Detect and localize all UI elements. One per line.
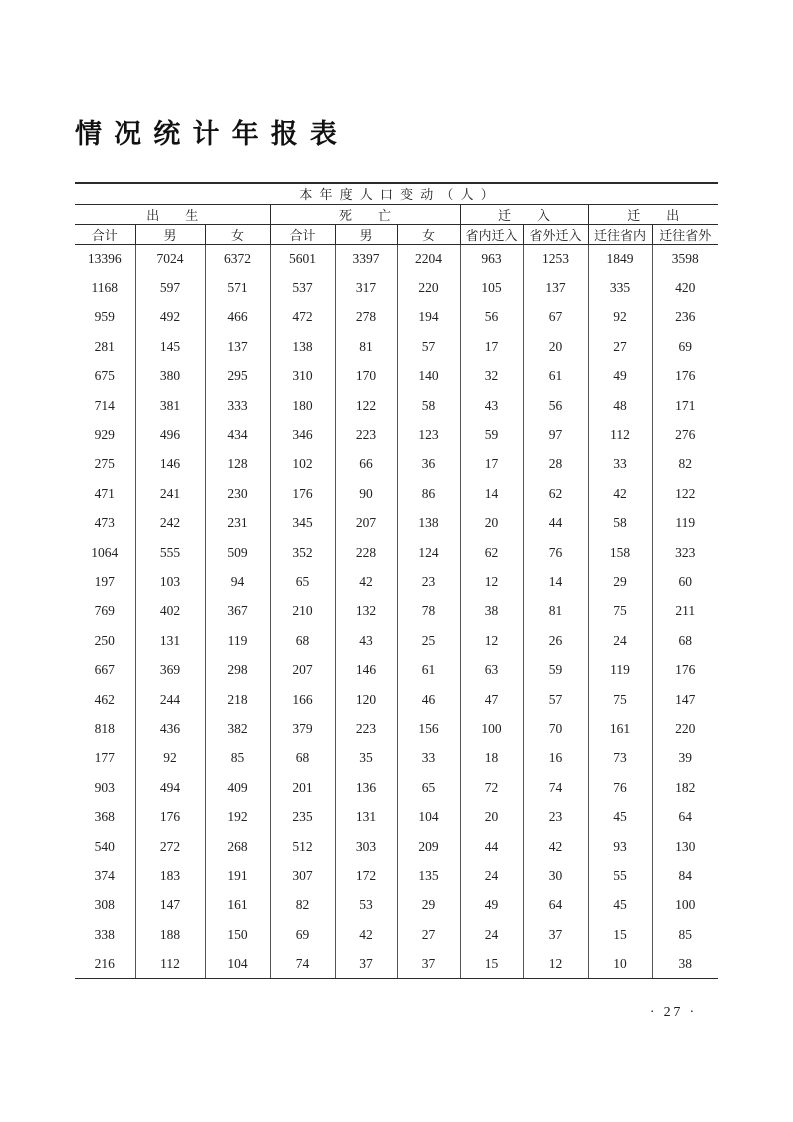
data-cell: 131: [135, 626, 205, 655]
data-cell: 20: [460, 802, 523, 831]
data-cell: 44: [523, 509, 588, 538]
data-cell: 68: [270, 744, 335, 773]
data-cell: 409: [205, 773, 270, 802]
data-cell: 275: [94, 456, 115, 472]
data-cell: 176: [652, 655, 718, 684]
data-cell: 112: [135, 949, 205, 978]
data-cell: 402: [135, 597, 205, 626]
data-cell: 176: [135, 802, 205, 831]
data-cell: 769: [94, 603, 115, 619]
data-cell: 105: [460, 273, 523, 302]
group-header-row: [75, 204, 718, 224]
data-cell: 278: [335, 303, 397, 332]
data-cell: 29: [588, 567, 652, 596]
column-header: 女: [205, 224, 270, 244]
data-cell: 929: [94, 427, 115, 443]
data-cell: 281: [94, 338, 115, 354]
data-cell: 68: [270, 626, 335, 655]
data-cell: 241: [135, 479, 205, 508]
data-cell: 75: [588, 685, 652, 714]
data-cell: 210: [270, 597, 335, 626]
data-cell: 57: [523, 685, 588, 714]
data-cell: 74: [523, 773, 588, 802]
data-cell: 172: [335, 861, 397, 890]
data-cell: 81: [523, 597, 588, 626]
data-cell: 201: [270, 773, 335, 802]
data-cell: 43: [335, 626, 397, 655]
data-cell: 492: [135, 303, 205, 332]
data-cell: 6372: [205, 244, 270, 273]
data-cell: 16: [523, 744, 588, 773]
table-row: [75, 538, 718, 567]
table-row: [75, 802, 718, 831]
data-cell: 14: [523, 567, 588, 596]
table-row: [75, 714, 718, 743]
data-cell: 61: [523, 362, 588, 391]
page-title: 情况统计年报表: [75, 119, 350, 149]
group-header: 死亡: [270, 204, 460, 224]
data-cell: 63: [460, 655, 523, 684]
data-cell: 120: [335, 685, 397, 714]
data-cell: 333: [205, 391, 270, 420]
data-cell: 220: [652, 714, 718, 743]
table-row: [75, 832, 718, 861]
data-cell: 85: [205, 744, 270, 773]
data-cell: 555: [135, 538, 205, 567]
data-cell: 220: [397, 273, 460, 302]
data-cell: 138: [397, 509, 460, 538]
data-cell: 959: [94, 309, 115, 325]
data-cell: 93: [588, 832, 652, 861]
data-cell: 45: [588, 802, 652, 831]
data-cell: 192: [205, 802, 270, 831]
data-cell: 92: [588, 303, 652, 332]
data-cell: 236: [652, 303, 718, 332]
data-cell: 104: [397, 802, 460, 831]
population-change-table: [75, 182, 718, 979]
table-row: [75, 391, 718, 420]
table-row: [75, 891, 718, 920]
data-cell: 182: [652, 773, 718, 802]
column-header: 合计: [270, 224, 335, 244]
data-cell: 231: [205, 509, 270, 538]
data-cell: 230: [205, 479, 270, 508]
data-cell: 17: [460, 450, 523, 479]
data-cell: 136: [335, 773, 397, 802]
data-cell: 74: [270, 949, 335, 978]
data-cell: 27: [397, 920, 460, 949]
data-cell: 62: [460, 538, 523, 567]
data-cell: 36: [397, 450, 460, 479]
data-cell: 70: [523, 714, 588, 743]
data-cell: 462: [94, 691, 115, 707]
data-cell: 303: [335, 832, 397, 861]
data-cell: 223: [335, 420, 397, 449]
data-cell: 242: [135, 509, 205, 538]
data-cell: 276: [652, 420, 718, 449]
table-row: [75, 479, 718, 508]
data-cell: 68: [652, 626, 718, 655]
data-cell: 23: [523, 802, 588, 831]
data-cell: 161: [588, 714, 652, 743]
data-cell: 496: [135, 420, 205, 449]
data-cell: 55: [588, 861, 652, 890]
data-cell: 963: [460, 244, 523, 273]
data-cell: 7024: [135, 244, 205, 273]
data-cell: 57: [397, 332, 460, 361]
data-cell: 382: [205, 714, 270, 743]
table-row: [75, 362, 718, 391]
data-cell: 132: [335, 597, 397, 626]
data-cell: 69: [270, 920, 335, 949]
data-cell: 119: [588, 655, 652, 684]
data-cell: 38: [652, 949, 718, 978]
data-cell: 2204: [397, 244, 460, 273]
data-cell: 675: [94, 368, 115, 384]
data-cell: 119: [205, 626, 270, 655]
data-cell: 53: [335, 891, 397, 920]
data-cell: 3397: [335, 244, 397, 273]
data-cell: 147: [652, 685, 718, 714]
data-cell: 67: [523, 303, 588, 332]
data-cell: 176: [270, 479, 335, 508]
data-cell: 33: [588, 450, 652, 479]
data-cell: 61: [397, 655, 460, 684]
data-cell: 27: [588, 332, 652, 361]
data-cell: 338: [94, 926, 115, 942]
data-cell: 130: [652, 832, 718, 861]
data-cell: 37: [335, 949, 397, 978]
data-cell: 112: [588, 420, 652, 449]
table-row: [75, 655, 718, 684]
data-cell: 103: [135, 567, 205, 596]
data-cell: 58: [397, 391, 460, 420]
data-cell: 138: [270, 332, 335, 361]
data-cell: 207: [270, 655, 335, 684]
page-number: · 27 ·: [649, 1005, 697, 1020]
data-cell: 65: [270, 567, 335, 596]
data-cell: 12: [523, 949, 588, 978]
table-row: [75, 685, 718, 714]
data-cell: 32: [460, 362, 523, 391]
data-cell: 323: [652, 538, 718, 567]
column-header: 男: [135, 224, 205, 244]
column-header: 女: [397, 224, 460, 244]
data-cell: 43: [460, 391, 523, 420]
data-cell: 537: [270, 273, 335, 302]
data-cell: 197: [94, 573, 115, 589]
data-cell: 33: [397, 744, 460, 773]
data-cell: 10: [588, 949, 652, 978]
data-cell: 104: [205, 949, 270, 978]
data-cell: 140: [397, 362, 460, 391]
table-row: [75, 273, 718, 302]
data-cell: 29: [397, 891, 460, 920]
data-cell: 310: [270, 362, 335, 391]
data-cell: 119: [652, 509, 718, 538]
data-cell: 216: [75, 949, 135, 978]
data-cell: 188: [135, 920, 205, 949]
data-cell: 146: [135, 450, 205, 479]
table-row: [75, 509, 718, 538]
data-cell: 24: [460, 920, 523, 949]
data-cell: 307: [270, 861, 335, 890]
data-cell: 86: [397, 479, 460, 508]
data-cell: 170: [335, 362, 397, 391]
column-header: 省内迁入: [460, 224, 523, 244]
data-cell: 64: [523, 891, 588, 920]
data-cell: 156: [397, 714, 460, 743]
data-cell: 59: [460, 420, 523, 449]
data-cell: 38: [460, 597, 523, 626]
data-cell: 295: [205, 362, 270, 391]
data-cell: 25: [397, 626, 460, 655]
data-cell: 597: [135, 273, 205, 302]
data-cell: 18: [460, 744, 523, 773]
data-cell: 191: [205, 861, 270, 890]
data-cell: 218: [205, 685, 270, 714]
data-cell: 12: [460, 567, 523, 596]
data-cell: 298: [205, 655, 270, 684]
data-cell: 20: [523, 332, 588, 361]
table-row: [75, 420, 718, 449]
data-cell: 135: [397, 861, 460, 890]
data-cell: 540: [94, 838, 115, 854]
data-cell: 82: [270, 891, 335, 920]
data-cell: 24: [460, 861, 523, 890]
table-body: [75, 244, 718, 979]
data-cell: 42: [335, 920, 397, 949]
data-cell: 65: [397, 773, 460, 802]
data-cell: 35: [335, 744, 397, 773]
column-header: 合计: [75, 224, 135, 244]
data-cell: 235: [270, 802, 335, 831]
data-cell: 381: [135, 391, 205, 420]
data-cell: 76: [588, 773, 652, 802]
data-cell: 58: [588, 509, 652, 538]
data-cell: 5601: [270, 244, 335, 273]
caption-row: [75, 183, 718, 204]
data-cell: 183: [135, 861, 205, 890]
data-cell: 509: [205, 538, 270, 567]
column-header-row: [75, 224, 718, 244]
data-cell: 466: [205, 303, 270, 332]
group-header: 迁入: [460, 204, 588, 224]
data-cell: 45: [588, 891, 652, 920]
data-cell: 368: [94, 809, 115, 825]
table-row: [75, 567, 718, 596]
data-cell: 147: [135, 891, 205, 920]
data-cell: 76: [523, 538, 588, 567]
data-cell: 180: [270, 391, 335, 420]
table-row: [75, 450, 718, 479]
data-cell: 250: [94, 632, 115, 648]
data-cell: 124: [397, 538, 460, 567]
data-cell: 345: [270, 509, 335, 538]
data-cell: 75: [588, 597, 652, 626]
data-cell: 244: [135, 685, 205, 714]
data-cell: 100: [652, 891, 718, 920]
data-cell: 268: [205, 832, 270, 861]
data-cell: 28: [523, 450, 588, 479]
data-cell: 14: [460, 479, 523, 508]
data-cell: 56: [523, 391, 588, 420]
data-cell: 308: [94, 897, 115, 913]
column-header: 迁往省内: [588, 224, 652, 244]
data-cell: 3598: [652, 244, 718, 273]
data-cell: 1849: [588, 244, 652, 273]
data-cell: 374: [94, 867, 115, 883]
data-cell: 42: [523, 832, 588, 861]
data-cell: 47: [460, 685, 523, 714]
data-cell: 59: [523, 655, 588, 684]
data-cell: 100: [460, 714, 523, 743]
data-cell: 66: [335, 450, 397, 479]
data-cell: 12: [460, 626, 523, 655]
data-cell: 272: [135, 832, 205, 861]
data-cell: 56: [460, 303, 523, 332]
data-cell: 137: [523, 273, 588, 302]
data-cell: 24: [588, 626, 652, 655]
data-cell: 15: [460, 949, 523, 978]
table-row: [75, 744, 718, 773]
data-cell: 166: [270, 685, 335, 714]
data-cell: 471: [94, 485, 115, 501]
column-header: 男: [335, 224, 397, 244]
data-cell: 137: [205, 332, 270, 361]
data-cell: 84: [652, 861, 718, 890]
data-cell: 82: [652, 450, 718, 479]
data-cell: 380: [135, 362, 205, 391]
data-cell: 473: [94, 515, 115, 531]
data-cell: 48: [588, 391, 652, 420]
data-cell: 94: [205, 567, 270, 596]
data-cell: 207: [335, 509, 397, 538]
data-cell: 85: [652, 920, 718, 949]
data-cell: 420: [652, 273, 718, 302]
table-row: [75, 773, 718, 802]
table-row: [75, 920, 718, 949]
data-cell: 367: [205, 597, 270, 626]
data-cell: 49: [460, 891, 523, 920]
data-cell: 211: [652, 597, 718, 626]
table-row: [75, 244, 718, 273]
data-cell: 49: [588, 362, 652, 391]
data-cell: 15: [588, 920, 652, 949]
data-cell: 42: [335, 567, 397, 596]
data-cell: 78: [397, 597, 460, 626]
data-cell: 177: [94, 750, 115, 766]
data-cell: 60: [652, 567, 718, 596]
data-cell: 30: [523, 861, 588, 890]
data-cell: 571: [205, 273, 270, 302]
data-cell: 667: [94, 662, 115, 678]
data-cell: 436: [135, 714, 205, 743]
data-cell: 145: [135, 332, 205, 361]
statistics-table: [75, 182, 718, 979]
table-row: [75, 303, 718, 332]
table-caption: 本年度人口变动（人）: [75, 183, 718, 204]
data-cell: 352: [270, 538, 335, 567]
data-cell: 1253: [523, 244, 588, 273]
data-cell: 42: [588, 479, 652, 508]
data-cell: 228: [335, 538, 397, 567]
data-cell: 346: [270, 420, 335, 449]
column-header: 省外迁入: [523, 224, 588, 244]
data-cell: 1168: [91, 280, 118, 296]
group-header: 迁出: [588, 204, 718, 224]
group-header: 出生: [75, 204, 270, 224]
data-cell: 171: [652, 391, 718, 420]
data-cell: 122: [652, 479, 718, 508]
data-cell: 123: [397, 420, 460, 449]
data-cell: 379: [270, 714, 335, 743]
data-cell: 37: [397, 949, 460, 978]
data-cell: 81: [335, 332, 397, 361]
data-cell: 73: [588, 744, 652, 773]
data-cell: 122: [335, 391, 397, 420]
data-cell: 369: [135, 655, 205, 684]
data-cell: 90: [335, 479, 397, 508]
data-cell: 72: [460, 773, 523, 802]
column-header: 迁往省外: [652, 224, 718, 244]
data-cell: 64: [652, 802, 718, 831]
data-cell: 335: [588, 273, 652, 302]
table-row: [75, 949, 718, 978]
data-cell: 472: [270, 303, 335, 332]
data-cell: 69: [652, 332, 718, 361]
data-cell: 209: [397, 832, 460, 861]
data-cell: 26: [523, 626, 588, 655]
data-cell: 92: [135, 744, 205, 773]
data-cell: 39: [652, 744, 718, 773]
data-cell: 176: [652, 362, 718, 391]
data-cell: 146: [335, 655, 397, 684]
data-cell: 46: [397, 685, 460, 714]
data-cell: 434: [205, 420, 270, 449]
data-cell: 317: [335, 273, 397, 302]
data-cell: 23: [397, 567, 460, 596]
data-cell: 102: [270, 450, 335, 479]
table-row: [75, 597, 718, 626]
data-cell: 44: [460, 832, 523, 861]
table-row: [75, 332, 718, 361]
table-row: [75, 626, 718, 655]
data-cell: 97: [523, 420, 588, 449]
data-cell: 158: [588, 538, 652, 567]
data-cell: 223: [335, 714, 397, 743]
data-cell: 37: [523, 920, 588, 949]
data-cell: 13396: [87, 250, 122, 266]
data-cell: 194: [397, 303, 460, 332]
data-cell: 128: [205, 450, 270, 479]
data-cell: 150: [205, 920, 270, 949]
data-cell: 1064: [91, 544, 119, 560]
data-cell: 818: [94, 720, 115, 736]
data-cell: 131: [335, 802, 397, 831]
data-cell: 714: [94, 397, 115, 413]
data-cell: 512: [270, 832, 335, 861]
data-cell: 494: [135, 773, 205, 802]
data-cell: 20: [460, 509, 523, 538]
data-cell: 161: [205, 891, 270, 920]
data-cell: 62: [523, 479, 588, 508]
data-cell: 17: [460, 332, 523, 361]
data-cell: 903: [94, 779, 115, 795]
table-row: [75, 861, 718, 890]
